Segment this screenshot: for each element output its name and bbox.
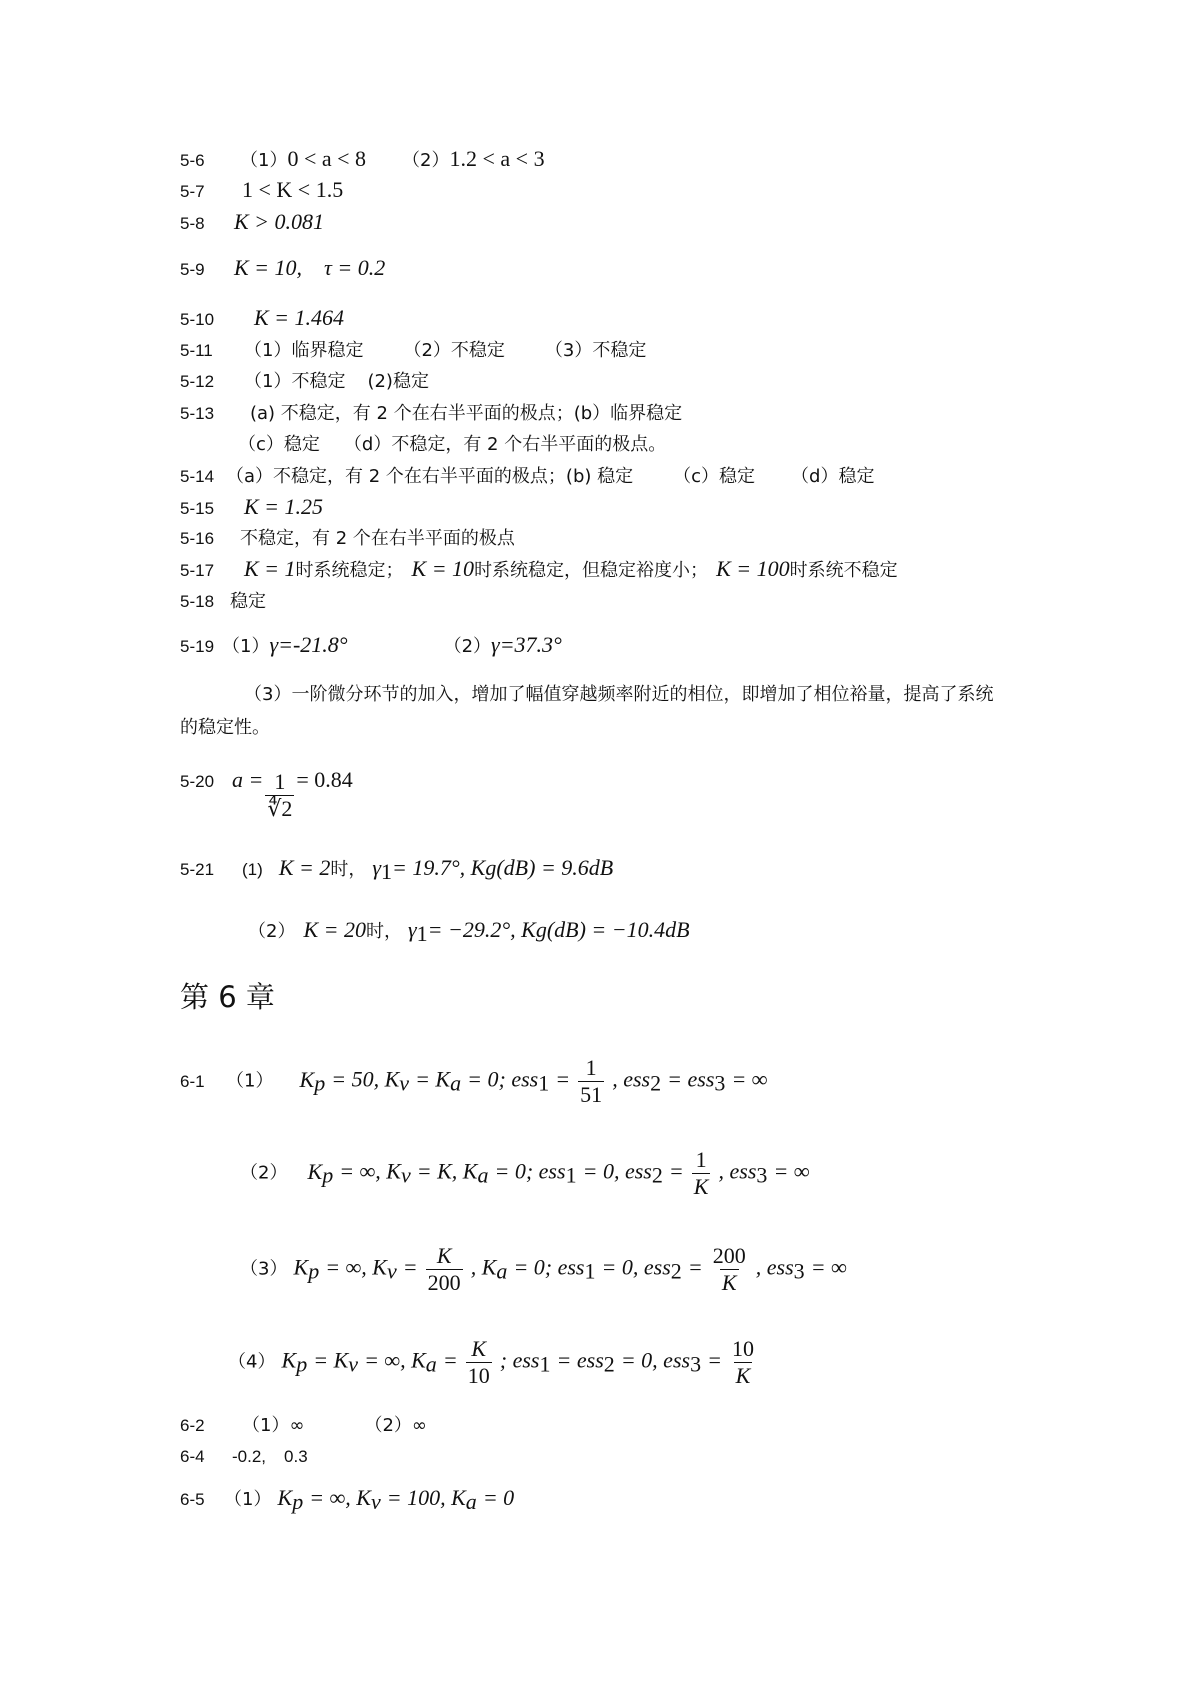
answer-6-1-1: 6-1 （1） $K_p = 50$, $K_v = K_a = 0$; ess$_1$ = $\frac{1}{51}$ , ess$_2$ = ess$_3$ = ∞ bbox=[180, 1055, 768, 1107]
answer-5-13: 5-13 (a) 不稳定，有 2 个在右半平面的极点；(b）临界稳定 bbox=[180, 403, 683, 424]
answer-5-15: 5-15 K = 1.25 bbox=[180, 494, 324, 519]
answer-6-4: 6-4 -0.2, 0.3 bbox=[180, 1447, 308, 1466]
answer-5-8: 5-8 K > 0.081 bbox=[180, 209, 325, 234]
answer-5-6: 5-6 （1）0 < a < 8 （2）1.2 < a < 3 bbox=[180, 146, 545, 171]
fraction: $\frac{10}{K}$ bbox=[732, 1336, 755, 1388]
answer-5-17: 5-17 K = 1时系统稳定； K = 10时系统稳定，但稳定裕度小； K = 100时系统不稳定 bbox=[180, 556, 898, 581]
answer-5-18: 5-18 稳定 bbox=[180, 591, 266, 612]
answer-5-7: 5-7 1 < K < 1.5 bbox=[180, 177, 344, 202]
answer-5-16: 5-16 不稳定，有 2 个在右半平面的极点 bbox=[180, 528, 515, 549]
fraction: $\frac{1}{∜2}$ bbox=[267, 769, 293, 821]
answer-5-19-explanation: （3）一阶微分环节的加入，增加了幅值穿越频率附近的相位，即增加了相位裕量，提高了系统的稳定性。 bbox=[180, 684, 994, 738]
answer-5-19: 5-19 （1）γ=-21.8° （2）γ=37.3° bbox=[180, 632, 562, 657]
answer-5-14: 5-14 （a）不稳定，有 2 个在右半平面的极点；(b) 稳定 （c）稳定 （d）稳定 bbox=[180, 466, 875, 487]
fraction: $\frac{1}{K}$ bbox=[693, 1147, 709, 1199]
answer-6-1-4: （4） $K_p = K_v$ = ∞, $K_a$ = $\frac{K}{10}$ ; ess$_1$ = ess$_2$ = 0, ess$_3$ = $\frac{10}{K}$ bbox=[228, 1336, 755, 1388]
answer-5-20: 5-20 a = $\frac{1}{∜2}$ = 0.84 bbox=[180, 767, 353, 821]
fraction: $\frac{200}{K}$ bbox=[712, 1243, 746, 1295]
answer-5-21-2: （2） K = 20时， $\gamma_1= -29.2^\circ$, Kg(dB) = −10.4dB bbox=[248, 917, 690, 946]
answer-6-2: 6-2 （1）∞ （2）∞ bbox=[180, 1415, 427, 1436]
answer-6-5: 6-5 （1） $K_p$ = ∞, $K_v = 100$, $K_a = 0$ bbox=[180, 1485, 515, 1514]
fraction: $\frac{1}{51}$ bbox=[580, 1055, 603, 1107]
chapter-heading: 第 6 章 bbox=[180, 980, 275, 1014]
answer-6-1-3: （3） $K_p$ = ∞, $K_v$ = $\frac{K}{200}$ , $K_a = 0$; ess$_1$ = 0, ess$_2$ = $\frac{200}{K}$ , ess$_3$ = ∞ bbox=[240, 1243, 847, 1295]
fraction: $\frac{K}{10}$ bbox=[467, 1336, 490, 1388]
answer-5-21-1: 5-21 (1) K = 2时， $\gamma_1= 19.7^\circ$, Kg(dB) = 9.6dB bbox=[180, 855, 614, 884]
fraction: $\frac{K}{200}$ bbox=[427, 1243, 461, 1295]
answer-5-11: 5-11 （1）临界稳定 （2）不稳定 （3）不稳定 bbox=[180, 340, 647, 361]
answer-5-13-cont: （c）稳定 （d）不稳定，有 2 个右半平面的极点。 bbox=[238, 434, 667, 455]
answer-5-12: 5-12 （1）不稳定 (2)稳定 bbox=[180, 371, 429, 392]
answer-5-10: 5-10 K = 1.464 bbox=[180, 305, 345, 330]
answer-5-9: 5-9 K = 10, τ = 0.2 bbox=[180, 255, 386, 280]
answer-6-1-2: （2） $K_p$ = ∞, $K_v = K$, $K_a = 0$; ess$_1$ = 0, ess$_2$ = $\frac{1}{K}$ , ess$_3$ = ∞ bbox=[240, 1147, 810, 1199]
